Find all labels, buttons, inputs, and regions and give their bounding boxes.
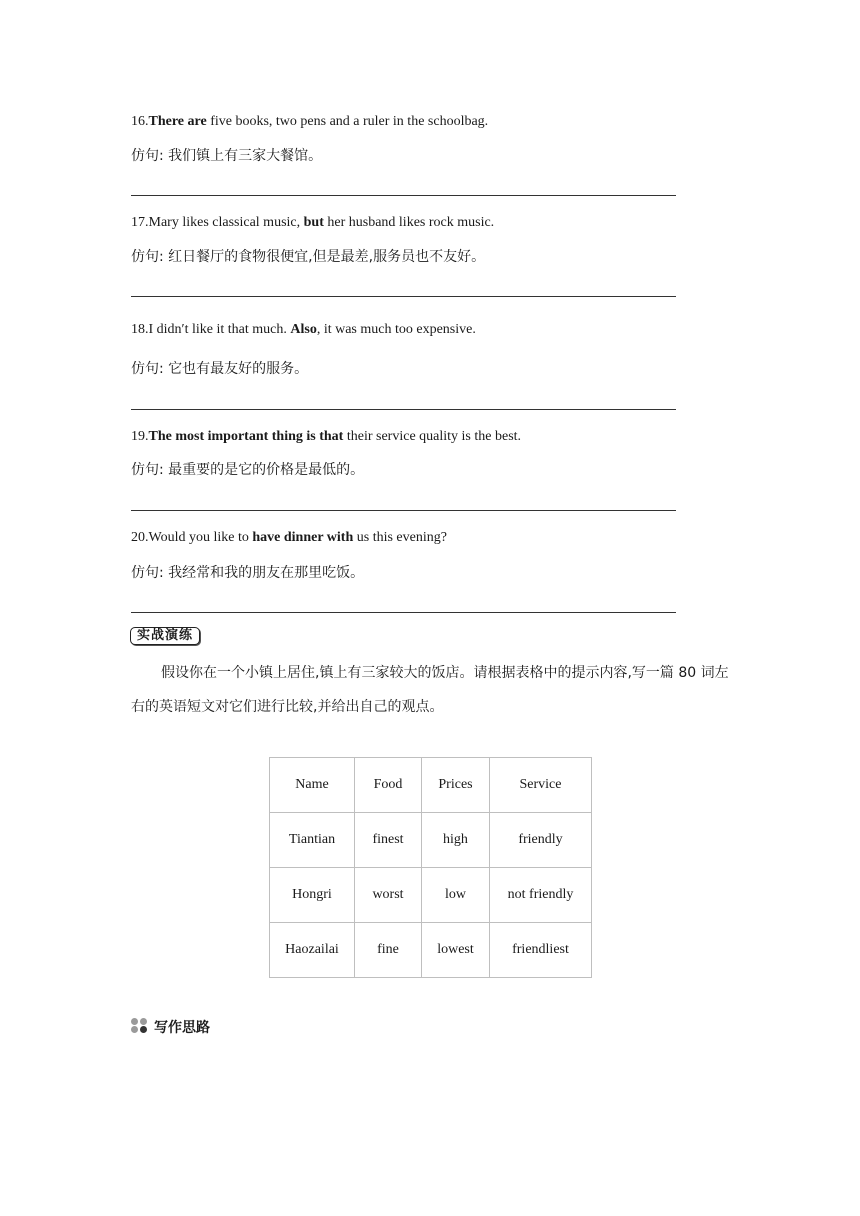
restaurant-table — [269, 757, 592, 978]
writing-prompt: 假设你在一个小镇上居住,镇上有三家较大的饭店。请根据表格中的提示内容,写一篇 80 词左右的英语短文对它们进行比较,并给出自己的观点。 — [131, 665, 729, 715]
table-cell: lowest — [422, 923, 490, 978]
header-cell: Food — [355, 758, 422, 813]
sentence-16 — [131, 112, 488, 132]
imitation-20: 仿句: 我经常和我的朋友在那里吃饭。 — [131, 565, 365, 581]
imitation-16: 仿句: 我们镇上有三家大餐馆。 — [131, 148, 323, 164]
header-cell: Name — [270, 758, 355, 813]
imitation-19: 仿句: 最重要的是它的价格是最低的。 — [131, 462, 365, 478]
sentence-20 — [131, 528, 447, 548]
sentence-text: her husband likes rock music. — [323, 215, 495, 230]
table-cell: friendliest — [490, 923, 592, 978]
item-number: 16. — [131, 114, 149, 129]
answer-line-16[interactable] — [131, 195, 676, 196]
key-phrase: have dinner with — [252, 530, 354, 545]
section-tag — [130, 627, 210, 647]
writing-heading — [130, 1018, 210, 1038]
table-cell: finest — [355, 813, 422, 868]
key-phrase: There are — [148, 114, 207, 129]
dots-icon — [130, 1018, 150, 1034]
section-tag-label: 实战演练 — [130, 627, 200, 645]
sentence-text: us this evening? — [353, 530, 447, 545]
sentence-19 — [131, 427, 521, 447]
imitation-18: 仿句: 它也有最友好的服务。 — [131, 361, 309, 377]
table-row — [270, 813, 592, 868]
sentence-text: , it was much too expensive. — [316, 322, 476, 337]
item-number: 20. — [131, 530, 149, 545]
item-number: 18. — [131, 322, 149, 337]
sentence-text: Would you like to — [148, 530, 253, 545]
sentence-text: their service quality is the best. — [343, 429, 522, 444]
table-cell: low — [422, 868, 490, 923]
header-cell: Prices — [422, 758, 490, 813]
header-cell: Service — [490, 758, 592, 813]
key-phrase: The most important thing is that — [148, 429, 344, 444]
table-cell: Hongri — [270, 868, 355, 923]
key-phrase: Also — [290, 322, 317, 337]
answer-line-19[interactable] — [131, 510, 676, 511]
sentence-text: I didn′t like it that much. — [148, 322, 291, 337]
table-cell: worst — [355, 868, 422, 923]
table-row — [270, 868, 592, 923]
table-cell: Tiantian — [270, 813, 355, 868]
sentence-17 — [131, 213, 494, 233]
table-header-row — [270, 758, 592, 813]
answer-line-17[interactable] — [131, 296, 676, 297]
sentence-text: five books, two pens and a ruler in the schoolbag. — [206, 114, 489, 129]
answer-line-20[interactable] — [131, 612, 676, 613]
key-phrase: but — [303, 215, 324, 230]
sentence-text: Mary likes classical music, — [148, 215, 304, 230]
table-cell: fine — [355, 923, 422, 978]
table-cell: friendly — [490, 813, 592, 868]
writing-heading-label: 写作思路 — [154, 1020, 210, 1036]
item-number: 17. — [131, 215, 149, 230]
sentence-18 — [131, 320, 476, 340]
imitation-17: 仿句: 红日餐厅的食物很便宜,但是最差,服务员也不友好。 — [131, 249, 486, 265]
table-row — [270, 923, 592, 978]
table-cell: high — [422, 813, 490, 868]
table-cell: Haozailai — [270, 923, 355, 978]
answer-line-18[interactable] — [131, 409, 676, 410]
item-number: 19. — [131, 429, 149, 444]
table-cell: not friendly — [490, 868, 592, 923]
